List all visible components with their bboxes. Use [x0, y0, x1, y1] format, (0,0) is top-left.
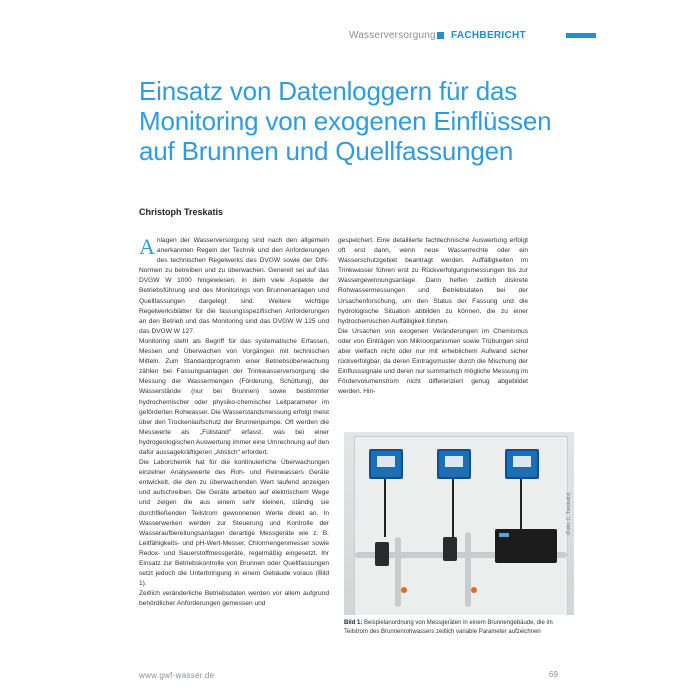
header-section: Wasserversorgung — [349, 30, 436, 41]
valve-icon — [401, 587, 407, 593]
sensor-canister — [375, 542, 389, 566]
photo-credit: (Foto: C. Treskatis) — [566, 492, 572, 535]
footer-url: www.gwf-wasser.de — [139, 671, 215, 680]
body-paragraph: Monitoring steht als Begriff für das systematische Erfassen, Messen und Überwachen von Vorgängen mit technischen Mitteln. Zum Standardprogramm einer Betriebsüberwachung zählen bei Fassungsanlagen der Trinkwasserversorgung die Messung der Wassermengen (Förderung, Schüttung), der Wasserstände (nur bei Brunnen) sowie bestimmter hydrochemischer oder physiko-chemischer Leitparameter im geförderten Rohwasser. Die Wasserstandsmessung erfolgt meist über den Trockenlaufschutz der Brunnenpumpe. Oft werden die Messwerte als „Füllstand“ erfasst, was bei einer hydrogeologischen Auswertung immer eine Umrechnung auf den dafür aussagekräftigeren „Abstich“ erfordert. — [139, 337, 329, 456]
sensor-canister — [443, 537, 457, 561]
body-paragraph: Zeitlich veränderliche Betriebsdaten werden vor allem aufgrund behördlicher Anforderungen gemessen und — [139, 590, 329, 608]
mounting-board — [354, 436, 568, 615]
body-paragraph: Anlagen der Wasserversorgung sind nach den allgemein anerkannten Regeln der Technik und den Anforderungen des technischen Regelwerks des DVGW sowie der DIN-Normen zu betreiben und zu überwachen. Generell sei auf das DVGW W 1000 hingewiesen, in dem viele Aspekte der Betriebsführung und des Monitorings von Brunnenanlagen und Quellfassungen dargelegt sind. Weitere wichtige Regelwerksblätter für die fassungsspezifischen Anforderungen an den Betrieb und das Monitoring sind das DVGW W 125 und das DVGW W 127. — [139, 236, 329, 335]
body-column-right — [338, 236, 528, 411]
body-paragraph: Die Laborchemik hat für die kontinuierliche Überwachungen einzelner Analysewerte des Roh- und Reinwassers Geräte entwickelt, die den zu überwachenden Wert laufend anzeigen und aufschreiben. Die Geräte arbeiten auf elektrischem Wege und zeigen die aus einem sehr kleinen, ständig sie durchfließenden Teilstrom gewonnenen Werte direkt an. In Wasserwerken werden zur Steuerung und Kontrolle der Wasseraufbereitungsanlagen derartige Messgeräte wie z. B. Leitfähigkeits- und pH-Wert-Messer, Chlormengenmesser sowie Redox- und Sauerstoffmessgeräte, regelmäßig eingesetzt. Ihr Einsatz zur Betriebskontrolle von Brunnen oder Quellfassungen setzt jedoch die Unterbringung in einem Gebäude voraus (Bild 1). — [139, 459, 329, 588]
drop-cap: A — [139, 236, 155, 259]
caption-label: Bild 1: — [344, 620, 363, 626]
measuring-device — [369, 449, 403, 479]
body-column-left — [139, 236, 329, 646]
measuring-device — [437, 449, 471, 479]
header-accent-bar — [566, 33, 596, 38]
header-report-type: FACHBERICHT — [451, 30, 526, 41]
measuring-device — [505, 449, 539, 479]
article-title: Einsatz von Datenloggern für das Monitoring von exogenen Einflüssen auf Brunnen und Quellfassungen — [139, 76, 552, 166]
page-number: 69 — [549, 670, 558, 679]
figure-caption — [344, 619, 569, 637]
running-header — [140, 30, 668, 44]
header-square-icon — [437, 32, 444, 39]
logger-box — [495, 529, 557, 563]
article-author: Christoph Treskatis — [139, 207, 224, 217]
body-paragraph: Die Ursachen von exogenen Veränderungen im Chemismus oder von Einträgen von Mikroorganismen sowie Trübungen sind aber vielfach nicht oder nur mit erheblichem Aufwand sicher rückverfolgbar, da deren Eintragsmuster durch die Mischung der Einflusssignale und deren nur summarisch mögliche Messung im Fördervolumenstrom nicht differenziert genug abgebildet werden. Hin- — [338, 327, 528, 396]
caption-text: Beispielanordnung von Messgeräten in einem Brunnengebäude, die im Teilstrom des Brunnenrohwassers zeitlich variable Parameter aufzeichnen — [344, 620, 553, 635]
figure-photo — [344, 432, 574, 615]
body-paragraph: gespeichert. Eine detaillierte fachtechnische Auswertung erfolgt oft erst dann, wenn neue Wasserrechte oder ein Wasserschutzgebiet beantragt werden. Auffälligkeiten im Trinkwasser führen erst zu Rückverfolgungsmessungen bis zur Wassergewinnungsanlage. Dann helfen zeitlich diskrete Rohwassermessungen und Betriebsdaten bei der Ursachenforschung, um den Status der Fassung und die hydrologische Situation abbilden zu können, die zu einer hydrochemischen Auffälligkeit führten. — [338, 237, 528, 325]
valve-icon — [471, 587, 477, 593]
